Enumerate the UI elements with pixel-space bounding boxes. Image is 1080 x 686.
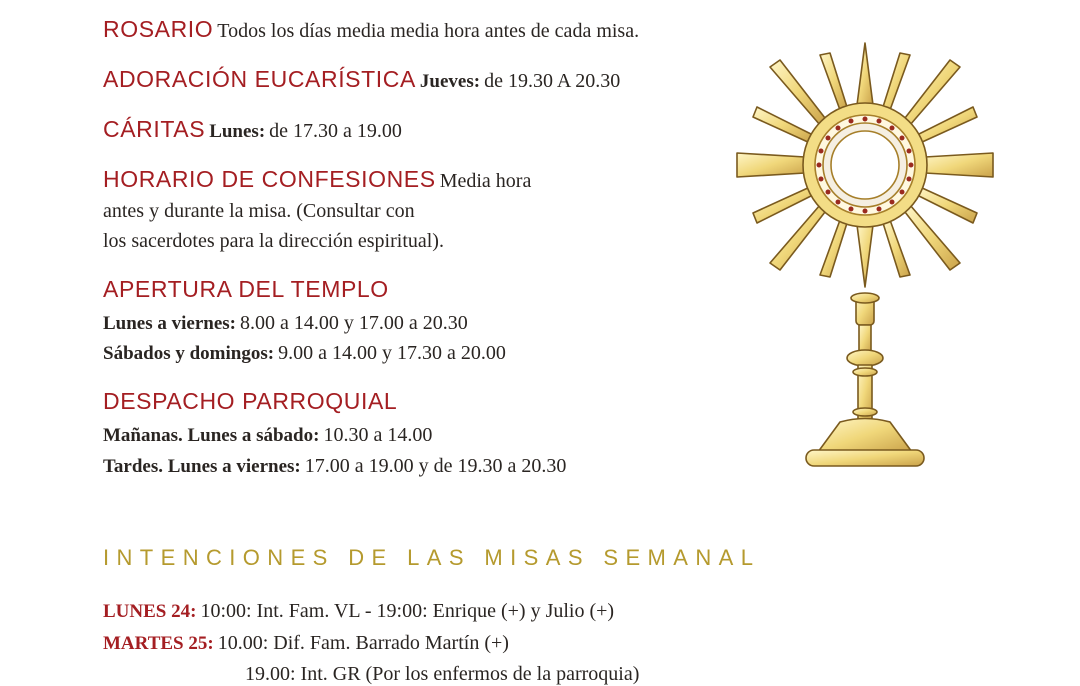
apertura-row2-label: Sábados y domingos:: [103, 343, 275, 364]
caritas-text: de 17.30 a 19.00: [269, 120, 402, 142]
adoracion-text: de 19.30 A 20.30: [484, 70, 621, 92]
rosario-title: ROSARIO: [103, 16, 214, 42]
intenciones-title: INTENCIONES DE LAS MISAS SEMANAL: [103, 545, 761, 570]
intencion-item: [103, 600, 614, 623]
apertura-row1: [103, 312, 468, 335]
adoracion-title: ADORACIÓN EUCARÍSTICA: [103, 66, 416, 92]
caritas-day: Lunes:: [209, 121, 266, 142]
intencion-day: MARTES 25:: [103, 633, 214, 654]
rosario-text: Todos los días media media hora antes de cada misa.: [217, 20, 640, 42]
confesiones-line1: Media hora: [439, 170, 532, 192]
caritas-title: CÁRITAS: [103, 116, 206, 142]
apertura-row2-text: 9.00 a 14.00 y 17.30 a 20.00: [278, 342, 506, 364]
confesiones-row: [103, 166, 531, 193]
monstrance-icon: [730, 40, 1010, 480]
confesiones-title: HORARIO DE CONFESIONES: [103, 166, 436, 192]
intencion-text: 10.00: Dif. Fam. Barrado Martín (+): [217, 632, 509, 654]
despacho-row2-label: Tardes. Lunes a viernes:: [103, 456, 301, 477]
intencion-item: [103, 632, 509, 655]
confesiones-line3: los sacerdotes para la dirección espiritual).: [103, 230, 444, 252]
apertura-title: APERTURA DEL TEMPLO: [103, 276, 389, 302]
despacho-title: DESPACHO PARROQUIAL: [103, 388, 398, 414]
despacho-row1-text: 10.30 a 14.00: [323, 424, 433, 446]
intencion-text: 19.00: Int. GR (Por los enfermos de la parroquia): [245, 663, 640, 685]
apertura-row2: [103, 342, 506, 365]
despacho-row2: [103, 455, 566, 478]
apertura-row1-label: Lunes a viernes:: [103, 313, 236, 334]
caritas-row: [103, 116, 402, 143]
confesiones-line2: antes y durante la misa. (Consultar con: [103, 200, 415, 222]
adoracion-row: [103, 66, 620, 93]
intencion-text: 10:00: Int. Fam. VL - 19:00: Enrique (+) y Julio (+): [200, 600, 615, 622]
despacho-row2-text: 17.00 a 19.00 y de 19.30 a 20.30: [304, 455, 567, 477]
adoracion-day: Jueves:: [419, 71, 481, 92]
intencion-day: LUNES 24:: [103, 601, 197, 622]
rosario-row: [103, 16, 639, 43]
apertura-row1-text: 8.00 a 14.00 y 17.00 a 20.30: [240, 312, 468, 334]
despacho-row1: [103, 424, 432, 447]
despacho-row1-label: Mañanas. Lunes a sábado:: [103, 425, 320, 446]
